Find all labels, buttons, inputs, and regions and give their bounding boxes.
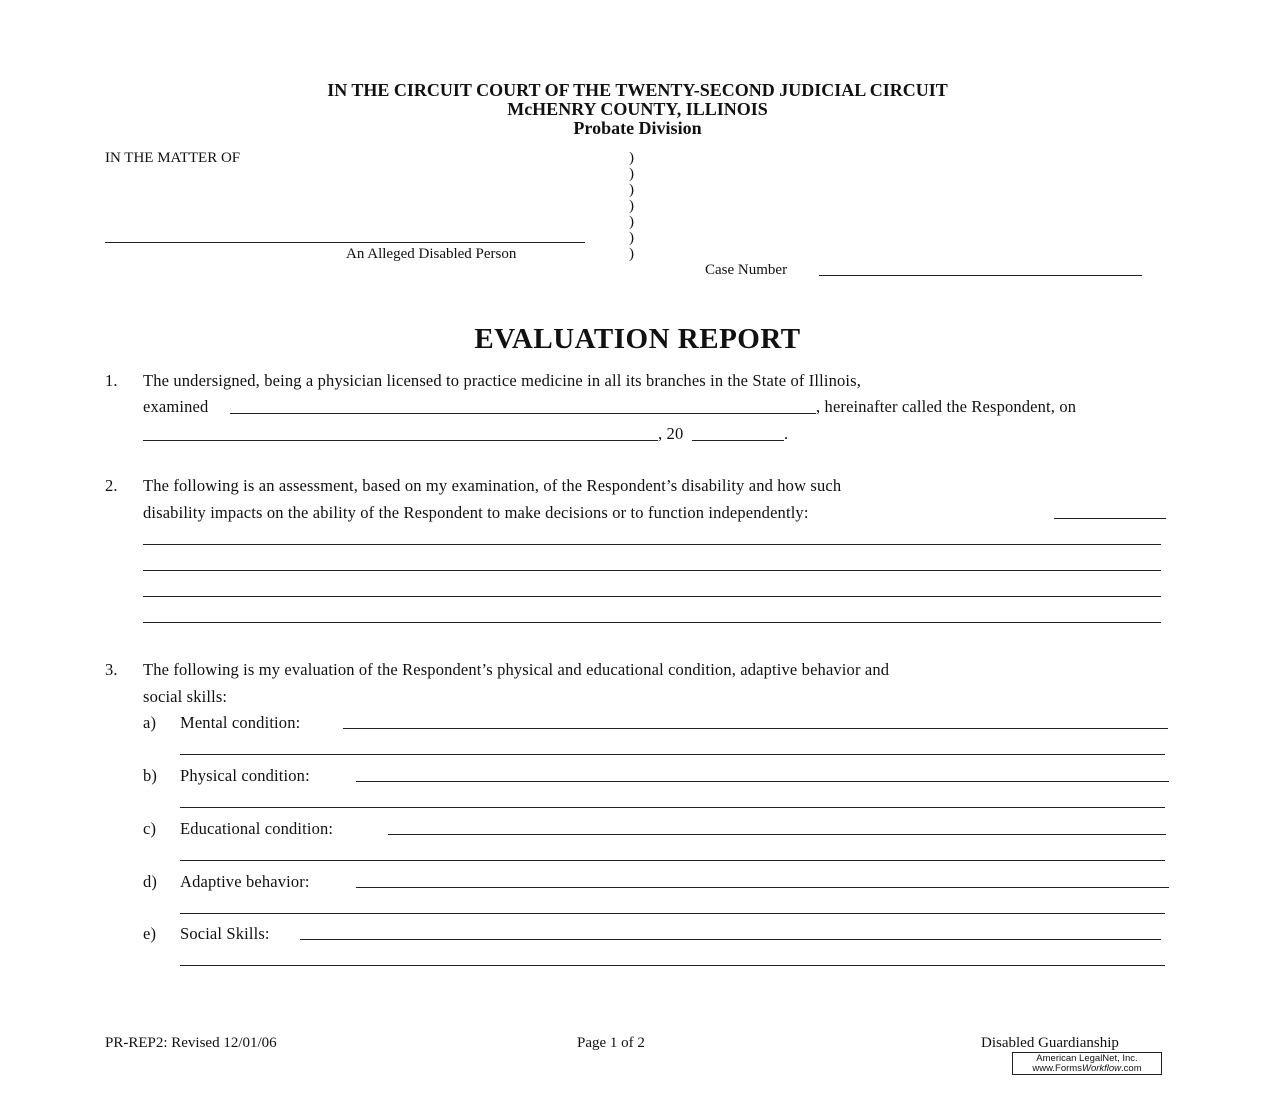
form-id: PR-REP2: Revised 12/01/06: [105, 1035, 277, 1051]
item-1-hereinafter: , hereinafter called the Respondent, on: [816, 397, 1077, 416]
sub-item-letter: e): [143, 924, 157, 943]
publisher-name: American LegalNet, Inc.: [1036, 1053, 1138, 1064]
party-label: An Alleged Disabled Person: [346, 246, 517, 262]
publisher-url: [1013, 1064, 1161, 1074]
court-name: IN THE CIRCUIT COURT OF THE TWENTY-SECOND JUDICIAL CIRCUIT: [327, 80, 948, 100]
item-2-line-1: The following is an assessment, based on my examination, of the Respondent’s disability and how such: [143, 476, 842, 495]
item-3-line-2: social skills:: [143, 687, 228, 706]
paren: ): [629, 166, 634, 182]
assessment-field-line[interactable]: [143, 544, 1161, 545]
mental-condition-field-line[interactable]: [180, 754, 1165, 755]
assessment-field-line[interactable]: [143, 622, 1161, 623]
exam-date-field[interactable]: [143, 440, 658, 441]
item-1-examined-label: examined: [143, 397, 209, 416]
social-skills-label: Social Skills:: [180, 924, 270, 943]
sub-item-letter: d): [143, 872, 158, 891]
matter-label: IN THE MATTER OF: [105, 150, 241, 166]
division-name: Probate Division: [573, 118, 702, 138]
county-name: McHENRY COUNTY, ILLINOIS: [507, 99, 768, 119]
party-name-field[interactable]: [105, 242, 585, 243]
publisher-logo: [1012, 1052, 1162, 1075]
item-2-number: 2.: [105, 476, 118, 495]
sub-item-letter: c): [143, 819, 157, 838]
sub-item-letter: b): [143, 766, 158, 785]
form-category: Disabled Guardianship: [981, 1035, 1119, 1051]
exam-year-field[interactable]: [692, 440, 784, 441]
paren: ): [629, 230, 634, 246]
item-1-period: .: [784, 424, 789, 443]
paren: ): [629, 246, 634, 262]
paren: ): [629, 182, 634, 198]
physical-condition-field-line[interactable]: [180, 807, 1165, 808]
respondent-name-field[interactable]: [230, 413, 816, 414]
physical-condition-field[interactable]: [356, 781, 1169, 782]
educational-condition-field[interactable]: [388, 834, 1166, 835]
paren: ): [629, 214, 634, 230]
social-skills-field-line[interactable]: [180, 965, 1165, 966]
publisher-url-part: www.Forms: [1032, 1063, 1082, 1074]
item-2-line-2: disability impacts on the ability of the Respondent to make decisions or to function independently:: [143, 503, 809, 522]
item-1-line-1: The undersigned, being a physician licensed to practice medicine in all its branches in the State of Illinois,: [143, 371, 861, 390]
document-title: EVALUATION REPORT: [474, 323, 801, 355]
assessment-field-line[interactable]: [143, 596, 1161, 597]
mental-condition-field[interactable]: [343, 728, 1168, 729]
paren: ): [629, 198, 634, 214]
page-number: Page 1 of 2: [577, 1035, 645, 1051]
item-1-year-prefix: , 20: [658, 424, 684, 443]
sub-item-letter: a): [143, 713, 157, 732]
educational-condition-field-line[interactable]: [180, 860, 1165, 861]
publisher-url-part: .com: [1121, 1063, 1142, 1074]
social-skills-field[interactable]: [300, 939, 1161, 940]
item-3-line-1: The following is my evaluation of the Respondent’s physical and educational condition, adaptive behavior and: [143, 660, 890, 679]
paren: ): [629, 150, 634, 166]
case-number-field[interactable]: [819, 275, 1142, 276]
physical-condition-label: Physical condition:: [180, 766, 310, 785]
assessment-field-inline[interactable]: [1054, 518, 1166, 519]
publisher-url-part: Workflow: [1081, 1063, 1122, 1074]
adaptive-behavior-label: Adaptive behavior:: [180, 872, 310, 891]
adaptive-behavior-field-line[interactable]: [180, 913, 1165, 914]
case-number-label: Case Number: [705, 262, 788, 278]
adaptive-behavior-field[interactable]: [356, 887, 1169, 888]
mental-condition-label: Mental condition:: [180, 713, 301, 732]
item-3-number: 3.: [105, 660, 118, 679]
assessment-field-line[interactable]: [143, 570, 1161, 571]
item-1-number: 1.: [105, 371, 118, 390]
educational-condition-label: Educational condition:: [180, 819, 334, 838]
